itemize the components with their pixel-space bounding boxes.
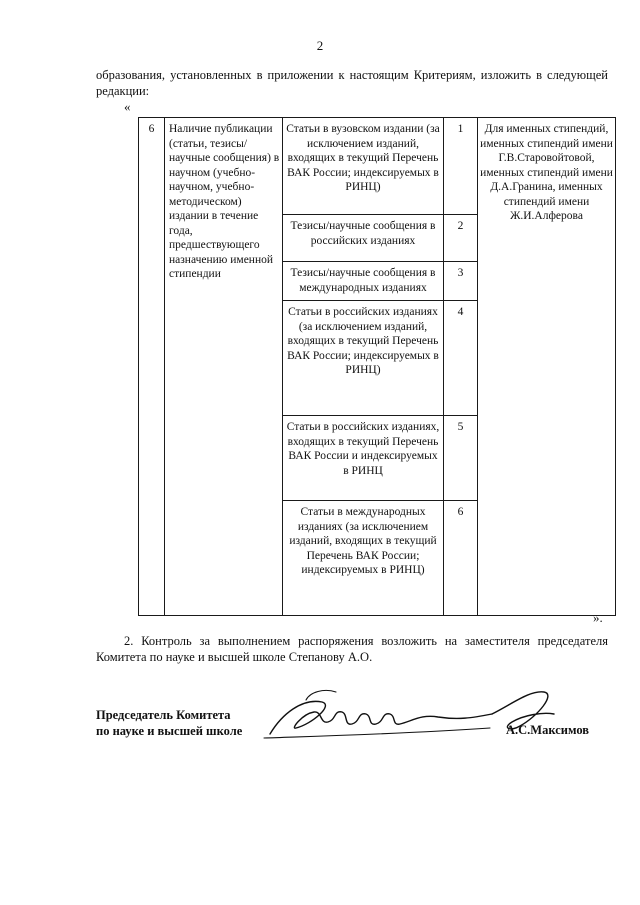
signatory-name: А.С.Максимов <box>506 723 590 737</box>
signatory-title-line: по науке и высшей школе <box>96 724 243 738</box>
points-value: 6 <box>444 501 478 616</box>
publication-kind: Статьи в вузовском издании (за исключением изданий, входящих в текущий Перечень ВАК России; индексируемых в РИНЦ) <box>283 118 444 215</box>
points-value: 1 <box>444 118 478 215</box>
control-paragraph: 2. Контроль за выполнением распоряжения возложить на заместителя председателя Комитета по науке и высшей школе Степанову А.О. <box>96 634 608 664</box>
signatory-title-line: Председатель Комитета <box>96 708 231 722</box>
points-value: 3 <box>444 262 478 301</box>
close-quote: ». <box>593 610 603 625</box>
applies-to-text: Для именных стипендий, именных стипендий имени Г.В.Старовойтовой, именных стипендий имени Д.А.Гранина, именных стипендий имени Ж.И.Алферова <box>478 118 616 616</box>
criterion-text: Наличие публикации (статьи, тезисы/научные сообщения) в научном (учебно-научном, учебно-методическом) издании в течение года, предшествующего назначению именной стипендии <box>165 118 283 616</box>
publication-kind: Статьи в российских изданиях (за исключением изданий, входящих в текущий Перечень ВАК России; индексируемых в РИНЦ) <box>283 301 444 416</box>
table-row <box>139 118 616 215</box>
publication-kind: Тезисы/научные сообщения в международных изданиях <box>283 262 444 301</box>
page-number: 2 <box>316 38 324 53</box>
publication-kind: Тезисы/научные сообщения в российских изданиях <box>283 215 444 262</box>
criteria-table <box>138 117 616 616</box>
intro-paragraph: образования, установленных в приложении к настоящим Критериям, изложить в следующей редакции: <box>96 68 608 98</box>
open-quote: « <box>124 99 131 114</box>
signatory-title <box>96 707 242 739</box>
points-value: 5 <box>444 416 478 501</box>
points-value: 4 <box>444 301 478 416</box>
publication-kind: Статьи в российских изданиях, входящих в текущий Перечень ВАК России и индексируемых в РИНЦ <box>283 416 444 501</box>
row-number: 6 <box>139 118 165 616</box>
points-value: 2 <box>444 215 478 262</box>
publication-kind: Статьи в международных изданиях (за исключением изданий, входящих в текущий Перечень ВАК России; индексируемых в РИНЦ) <box>283 501 444 616</box>
